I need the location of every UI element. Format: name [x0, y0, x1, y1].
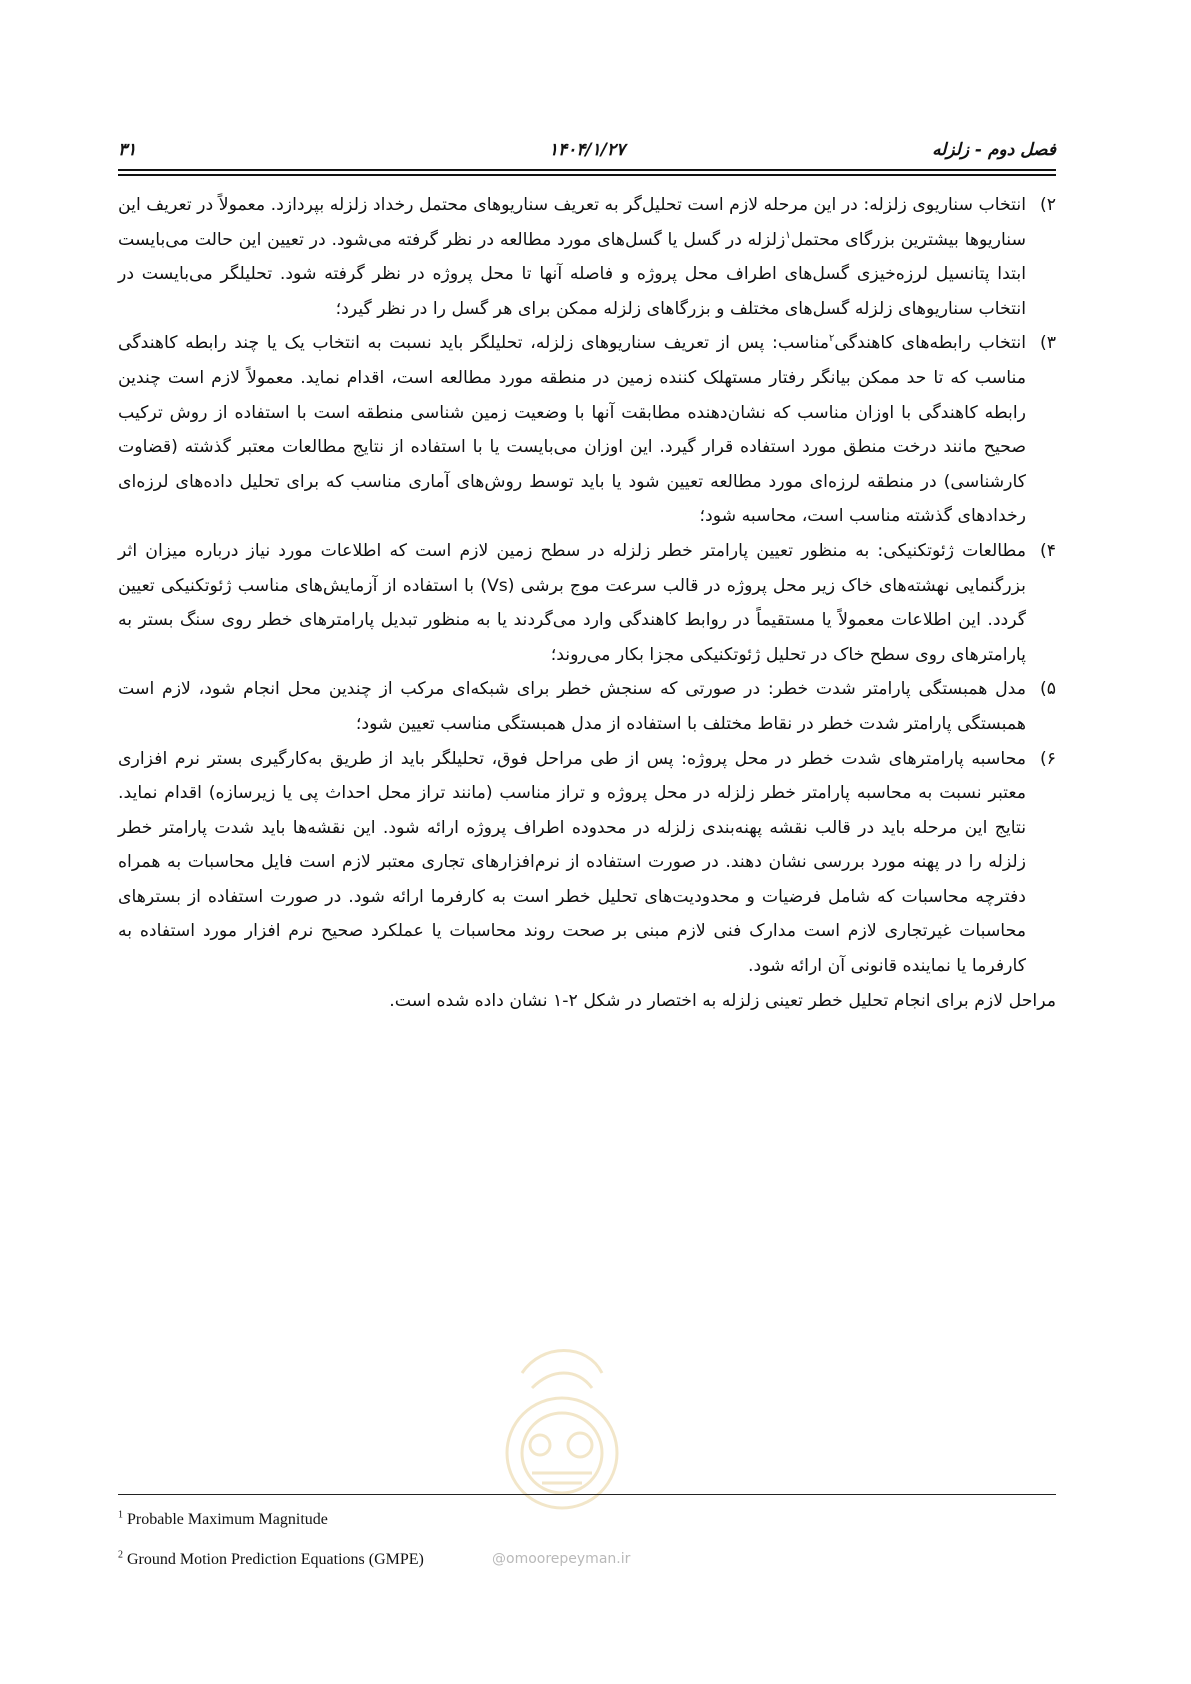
page-header [118, 140, 1056, 166]
header-rule-bottom [118, 174, 1056, 176]
header-rule-top [118, 169, 1056, 171]
item-number: ۴) [1039, 540, 1056, 561]
list-item [118, 672, 1056, 741]
footnotes [118, 1502, 718, 1578]
footnote: $^1$ Probable Maximum Magnitude [118, 1509, 328, 1528]
item-number: ۲) [1039, 195, 1056, 215]
list-item [118, 188, 1056, 326]
item-number: ۶) [1039, 748, 1056, 769]
header-date: ۱۴۰۴/۱/۲۷ [548, 140, 626, 160]
item-text: انتخاب رابطه‌های کاهندگی$^۲$مناسب: پس از تعریف سناریوهای زلزله، تحلیلگر باید نسبت به انتخاب یک یا چند رابطه کاهندگی مناسب که تا حد ممکن بیانگر رفتار مستهلک کننده زمین در منطقه مورد مطالعه است، اقدام نماید. معمولاً لازم است چندین رابطه کاهندگی با اوزان مناسب که نشان‌دهنده مطابقت آنها با وضعیت زمین شناسی منطقه است با استفاده از روش ترکیب صحیح مانند درخت منطق مورد استفاده قرار گیرد. این اوزان می‌بایست یا با استفاده از نتایج مطالعات معتبر گذشته (قضاوت کارشناسی) در منطقه لرزه‌ای مورد مطالعه تعیین شود یا باید توسط روش‌های آماری مناسب که برای تحلیل داده‌های لرزه‌ای رخدادهای گذشته مناسب است، محاسبه شود؛ [118, 333, 1027, 527]
footnote-ref: ۱ [785, 229, 791, 241]
item-text: مدل همبستگی پارامتر شدت خطر: در صورتی که سنجش خطر برای شبکه‌ای مرکب از چندین محل انجام شود، لازم است همبستگی پارامتر شدت خطر در نقاط مختلف با استفاده از مدل همبستگی مناسب تعیین شود؛ [118, 679, 1026, 734]
page-number: ۳۱ [118, 140, 137, 160]
footnote-ref: ۲ [829, 333, 835, 345]
item-text: انتخاب سناریوی زلزله: در این مرحله لازم است تحلیل‌گر به تعریف سناریوهای محتمل رخداد زلزله بپردازد. معمولاً در تعریف این سناریوها بیشترین بزرگای محتمل$^۱$زلزله در گسل یا گسل‌های مورد مطالعه در نظر گرفته می‌شود. در تعیین این حالت می‌بایست ابتدا پتانسیل لرزه‌خیزی گسل‌های اطراف محل پروژه و فاصله آنها تا محل پروژه در نظر گرفته شود. تحلیلگر می‌بایست در انتخاب سناریوهای زلزله گسل‌های مختلف و بزرگاهای زلزله ممکن برای هر گسل را در نظر گیرد؛ [118, 195, 1026, 319]
list-item [118, 326, 1056, 534]
list-item [118, 534, 1056, 672]
watermark-site: @omoorepeyman.ir [492, 1551, 631, 1567]
item-number: ۳) [1039, 333, 1056, 354]
body-text [118, 188, 1056, 1018]
closing-paragraph: مراحل لازم برای انجام تحلیل خطر تعینی زلزله به اختصار در شکل ۲-۱ نشان داده شده است. [389, 990, 1056, 1011]
footnote: $^2$ Ground Motion Prediction Equations (GMPE) [118, 1549, 424, 1568]
item-text: مطالعات ژئوتکنیکی: به منظور تعیین پارامتر خطر زلزله در سطح زمین لازم است که اطلاعات مورد نیاز درباره میزان اثر بزرگنمایی نهشته‌های خاک زیر محل پروژه در قالب سرعت موج برشی (Vs) با استفاده از آزمایش‌های مناسب ژئوتکنیکی تعیین گردد. این اطلاعات معمولاً یا مستقیماً در روابط کاهندگی وارد می‌گردند یا به منظور تبدیل پارامترهای خطر روی سنگ بستر به پارامترهای روی سطح خاک در تحلیل ژئوتکنیکی مجزا بکار می‌روند؛ [118, 540, 1026, 665]
footnote-rule [118, 1494, 1056, 1495]
chapter-title: فصل دوم - زلزله [932, 140, 1056, 160]
list-item [118, 742, 1056, 984]
item-number: ۵) [1039, 679, 1056, 700]
item-text: محاسبه پارامترهای شدت خطر در محل پروژه: پس از طی مراحل فوق، تحلیلگر باید از طریق به‌کارگیری بستر نرم افزاری معتبر نسبت به محاسبه پارامتر خطر زلزله در محل پروژه و تراز مناسب (مانند تراز محل احداث پی یا زیرسازه) اقدام نماید. نتایج این مرحله باید در قالب نقشه پهنه‌بندی زلزله در محدوده اطراف پروژه ارائه شود. این نقشه‌ها باید شدت پارامتر خطر زلزله را در پهنه مورد بررسی نشان دهند. در صورت استفاده از نرم‌افزارهای تجاری معتبر لازم است فایل محاسبات به همراه دفترچه محاسبات که شامل فرضیات و محدودیت‌های تحلیل خطر است به کارفرما ارائه شود. در صورت استفاده از بسترهای محاسبات غیرتجاری لازم است مدارک فنی لازم مبنی بر صحت روند محاسبات یا عملکرد صحیح نرم افزار مورد استفاده به کارفرما یا نماینده قانونی آن ارائه شود. [118, 748, 1026, 977]
